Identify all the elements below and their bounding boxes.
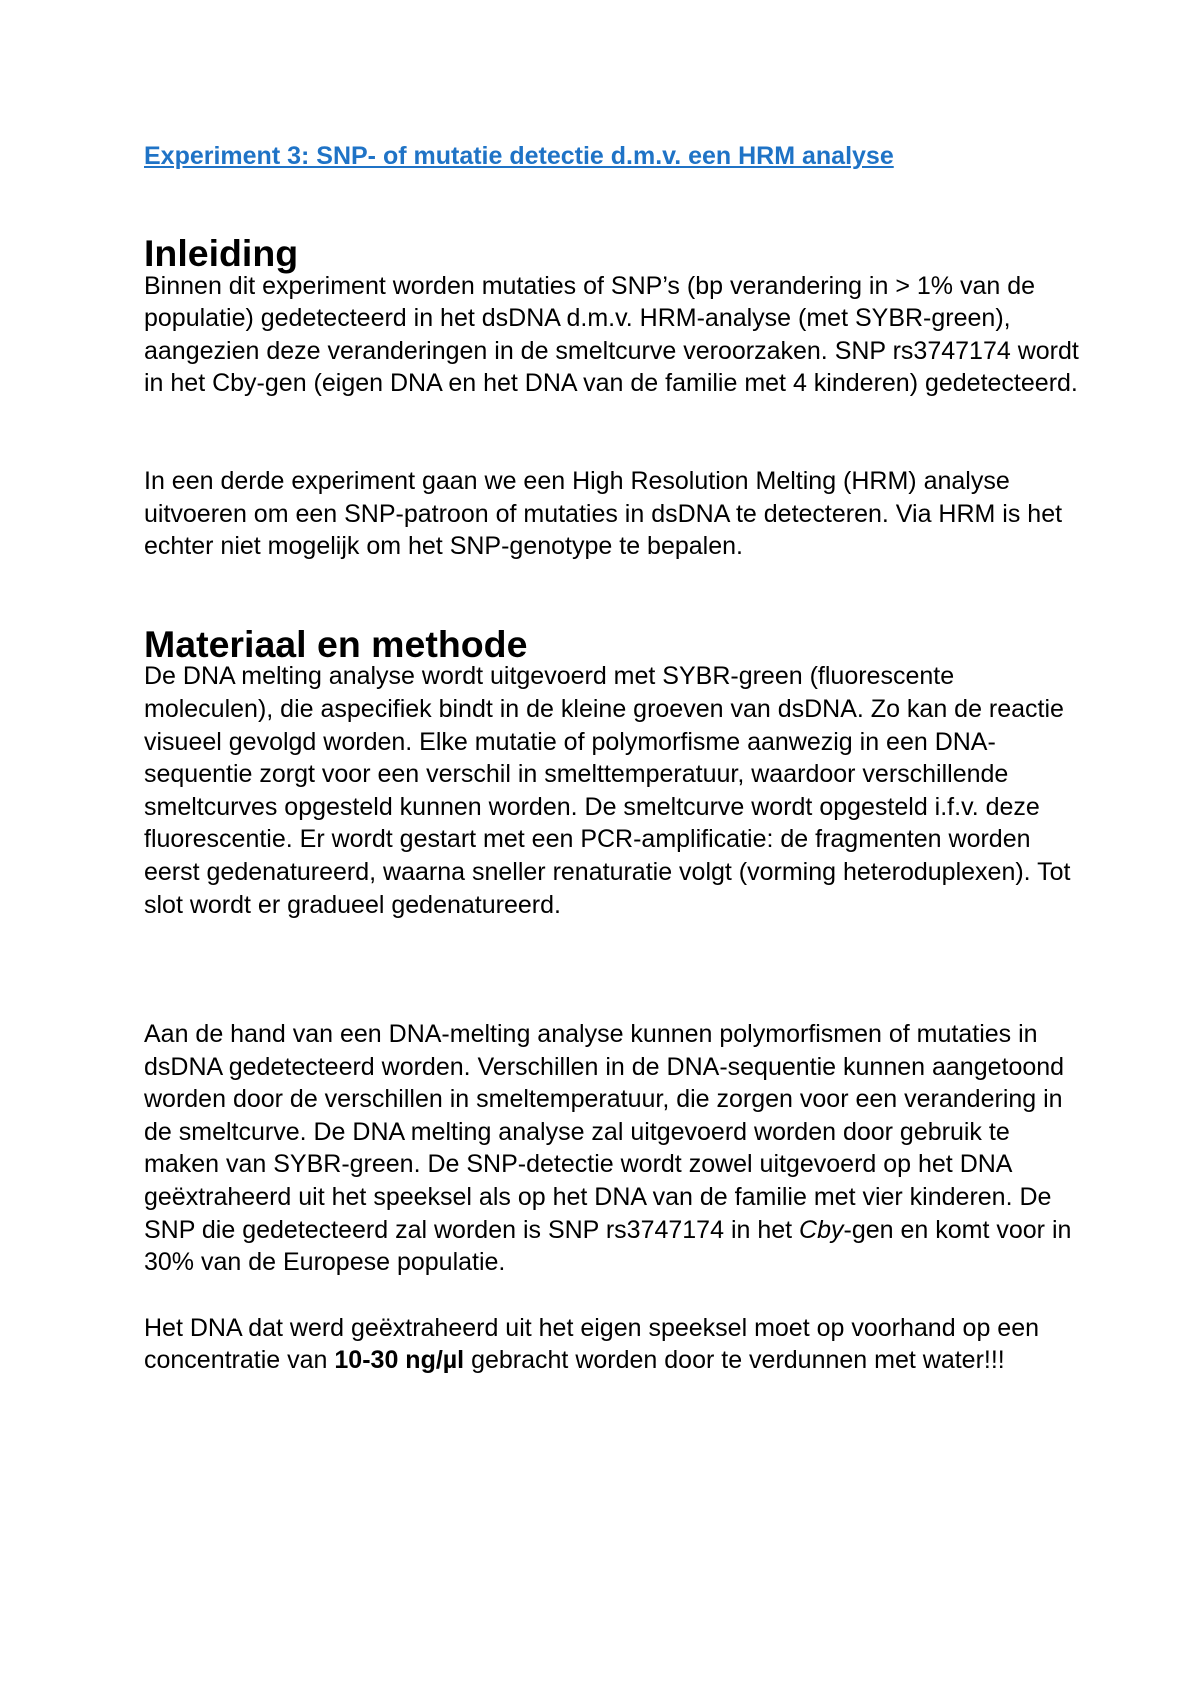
gene-name-italic: Cby <box>799 1215 844 1244</box>
spacer <box>144 921 1084 1018</box>
paragraph-materiaal-2 <box>144 1018 1084 1279</box>
paragraph-text: -gen en komt voor in 30% van de Europese populatie. <box>144 1215 1072 1277</box>
concentration-bold: 10-30 ng/µl <box>334 1346 465 1375</box>
document-page <box>144 140 1084 1377</box>
paragraph-text: gebracht worden door te verdunnen met water!!! <box>464 1346 1005 1375</box>
paragraph-text: Het DNA dat werd geëxtraheerd uit het eigen speeksel moet op voorhand op een concentratie van <box>144 1313 1040 1375</box>
spacer <box>144 563 1084 628</box>
spacer <box>144 172 1084 237</box>
paragraph-materiaal-1: De DNA melting analyse wordt uitgevoerd met SYBR-green (fluorescente moleculen), die aspecifiek bindt in de kleine groeven van dsDNA. Zo kan de reactie visueel gevolgd worden. Elke mutatie of polymorfisme aanwezig in een DNA-sequentie zorgt voor een verschil in smelttemperatuur, waardoor verschillende smeltcurves opgesteld kunnen worden. De smeltcurve wordt opgesteld i.f.v. deze fluorescentie. Er wordt gestart met een PCR-amplificatie: de fragmenten worden eerst gedenatureerd, waarna sneller renaturatie volgt (vorming heteroduplexen). Tot slot wordt er gradueel gedenatureerd. <box>144 662 1071 919</box>
paragraph-materiaal-3 <box>144 1312 1084 1377</box>
spacer <box>144 400 1084 465</box>
section-heading-materiaal: Materiaal en methode <box>144 622 528 665</box>
paragraph-inleiding-2: In een derde experiment gaan we een High Resolution Melting (HRM) analyse uitvoeren om een SNP-patroon of mutaties in dsDNA te detecteren. Via HRM is het echter niet mogelijk om het SNP-genotype te bepalen. <box>144 466 1063 561</box>
spacer <box>144 1279 1084 1312</box>
section-heading-inleiding: Inleiding <box>144 232 299 274</box>
paragraph-text: Aan de hand van een DNA-melting analyse kunnen polymorfismen of mutaties in dsDNA gedetecteerd worden. Verschillen in de DNA-sequentie kunnen aangetoond worden door de verschillen in smeltemperatuur, die zorgen voor een verandering in de smeltcurve. De DNA melting analyse zal uitgevoerd worden door gebruik te maken van SYBR-green. De SNP-detectie wordt zowel uitgevoerd op het DNA geëxtraheerd uit het speeksel als op het DNA van de familie met vier kinderen. De SNP die gedetecteerd zal worden is SNP rs3747174 in het <box>144 1020 1065 1244</box>
document-title: Experiment 3: SNP- of mutatie detectie d.m.v. een HRM analyse <box>144 142 894 170</box>
paragraph-inleiding-1: Binnen dit experiment worden mutaties of SNP’s (bp verandering in > 1% van de populatie) gedetecteerd in het dsDNA d.m.v. HRM-analyse (met SYBR-green), aangezien deze veranderingen in de smeltcurve veroorzaken. SNP rs3747174 wordt in het Cby-gen (eigen DNA en het DNA van de familie met 4 kinderen) gedetecteerd. <box>144 271 1079 398</box>
